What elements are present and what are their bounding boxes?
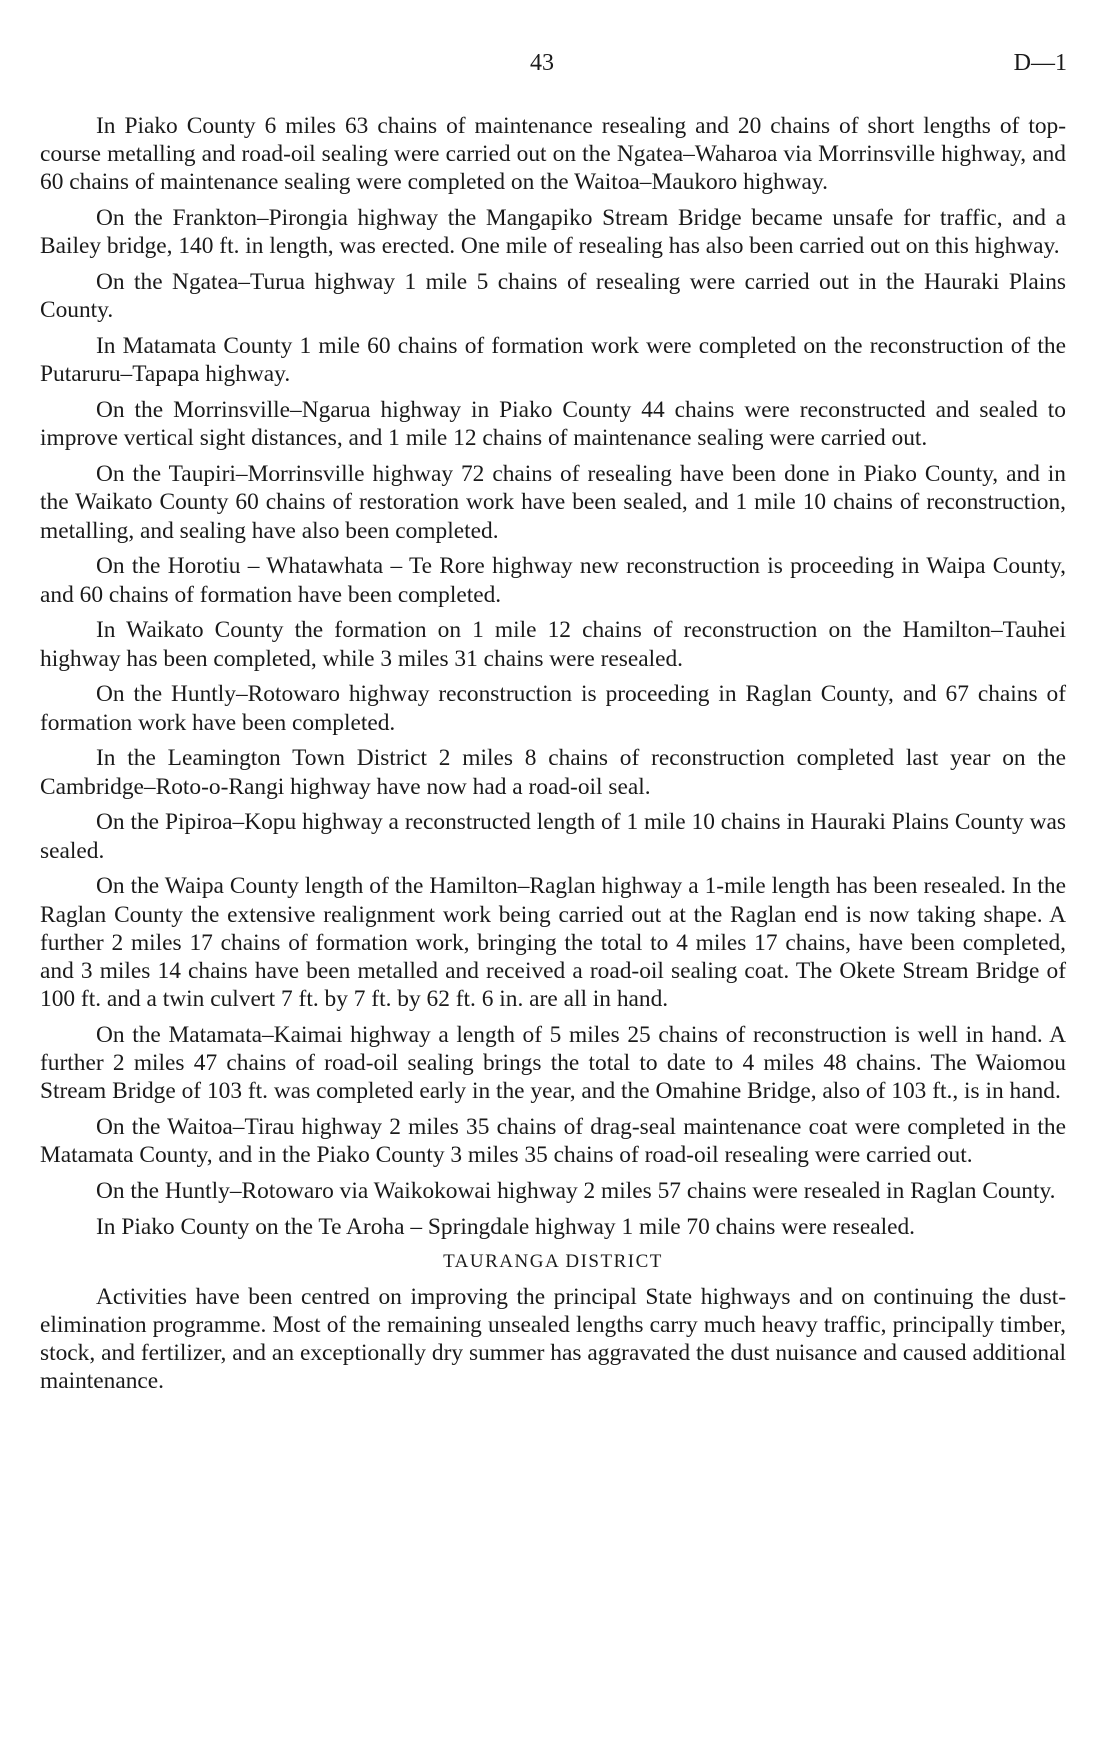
paragraph: On the Ngatea–Turua highway 1 mile 5 chains of resealing were carried out in the Hauraki Plains County. bbox=[40, 269, 1066, 324]
section-heading: TAURANGA DISTRICT bbox=[443, 1250, 663, 1272]
paragraph: In Piako County on the Te Aroha – Springdale highway 1 mile 70 chains were resealed. bbox=[96, 1214, 916, 1241]
paragraph: On the Waipa County length of the Hamilton–Raglan highway a 1-mile length has been resealed. In the Raglan County the extensive realignment work being carried out at the Raglan end is now taking shape. A further 2 miles 17 chains of formation work, bringing the total to 4 miles 17 chains, have been completed, and 3 miles 14 chains have been metalled and received a road-oil sealing coat. The Okete Stream Bridge of 100 ft. and a twin culvert 7 ft. by 7 ft. by 62 ft. 6 in. are all in hand. bbox=[40, 873, 1066, 1013]
paragraph: In Matamata County 1 mile 60 chains of formation work were completed on the reconstruction of the Putaruru–Tapapa highway. bbox=[40, 333, 1066, 388]
paragraph: On the Pipiroa–Kopu highway a reconstructed length of 1 mile 10 chains in Hauraki Plains County was sealed. bbox=[40, 809, 1066, 864]
page-header bbox=[0, 50, 1114, 84]
paragraph: On the Morrinsville–Ngarua highway in Piako County 44 chains were reconstructed and sealed to improve vertical sight distances, and 1 mile 12 chains of maintenance sealing were carried out. bbox=[40, 397, 1066, 452]
paragraph: On the Waitoa–Tirau highway 2 miles 35 chains of drag-seal maintenance coat were completed in the Matamata County, and in the Piako County 3 miles 35 chains of road-oil resealing were carried out. bbox=[40, 1114, 1066, 1169]
paragraph: On the Huntly–Rotowaro via Waikokowai highway 2 miles 57 chains were resealed in Raglan County. bbox=[96, 1178, 1056, 1205]
paragraph: Activities have been centred on improving the principal State highways and on continuing the dust-elimination programme. Most of the remaining unsealed lengths carry much heavy traffic, principally timber, stock, and fertilizer, and an exceptionally dry summer has aggravated the dust nuisance and caused additional maintenance. bbox=[40, 1283, 1066, 1395]
document-body bbox=[40, 112, 1066, 1403]
paragraph: On the Horotiu – Whatawhata – Te Rore highway new reconstruction is proceeding in Waipa County, and 60 chains of formation have been completed. bbox=[40, 553, 1066, 608]
paragraph: In Piako County 6 miles 63 chains of maintenance resealing and 20 chains of short lengths of top-course metalling and road-oil sealing were carried out on the Ngatea–Waharoa via Morrinsville highway, and 60 chains of maintenance sealing were completed on the Waitoa–Maukoro highway. bbox=[40, 113, 1066, 196]
paragraph: On the Frankton–Pirongia highway the Mangapiko Stream Bridge became unsafe for traffic, and a Bailey bridge, 140 ft. in length, was erected. One mile of resealing has also been carried out on this highway. bbox=[40, 205, 1066, 260]
paragraph: On the Taupiri–Morrinsville highway 72 chains of resealing have been done in Piako County, and in the Waikato County 60 chains of restoration work have been sealed, and 1 mile 10 chains of reconstruction, metalling, and sealing have also been completed. bbox=[40, 461, 1066, 544]
paragraph: In Waikato County the formation on 1 mile 12 chains of reconstruction on the Hamilton–Tauhei highway has been completed, while 3 miles 31 chains were resealed. bbox=[40, 617, 1066, 672]
paragraph: On the Huntly–Rotowaro highway reconstruction is proceeding in Raglan County, and 67 chains of formation work have been completed. bbox=[40, 681, 1066, 736]
paragraph: On the Matamata–Kaimai highway a length of 5 miles 25 chains of reconstruction is well in hand. A further 2 miles 47 chains of road-oil sealing brings the total to date to 4 miles 48 chains. The Waiomou Stream Bridge of 103 ft. was completed early in the year, and the Omahine Bridge, also of 103 ft., is in hand. bbox=[40, 1022, 1066, 1105]
page-number: 43 bbox=[530, 50, 554, 76]
paragraph: In the Leamington Town District 2 miles 8 chains of reconstruction completed last year on the Cambridge–Roto-o-Rangi highway have now had a road-oil seal. bbox=[40, 745, 1066, 800]
document-reference: D—1 bbox=[1013, 50, 1067, 76]
